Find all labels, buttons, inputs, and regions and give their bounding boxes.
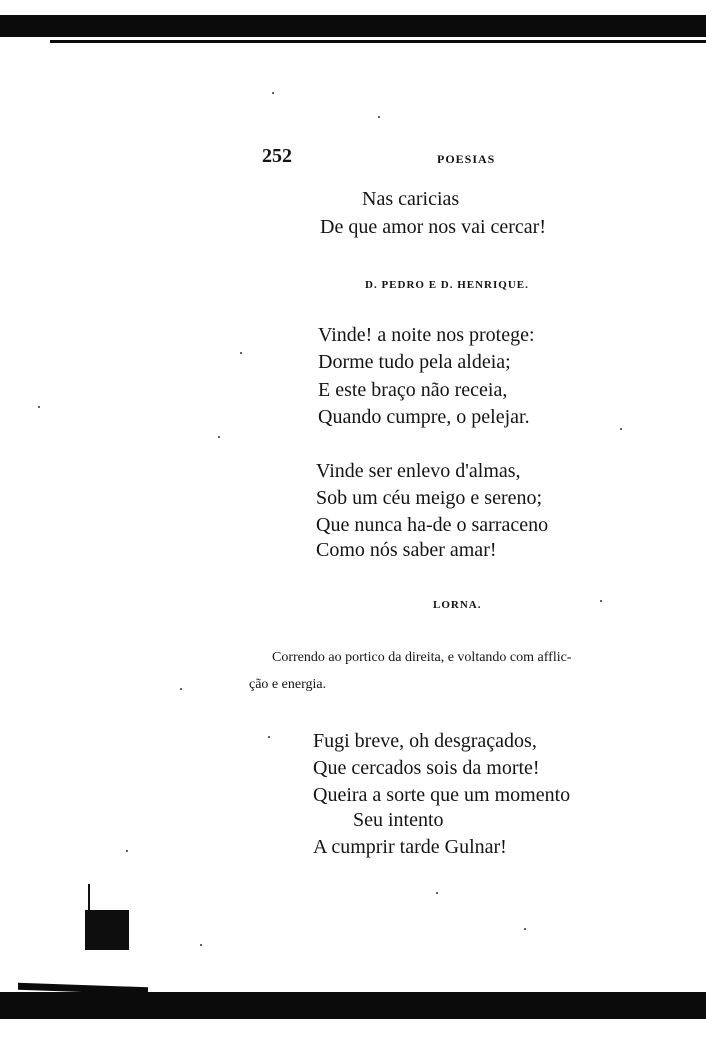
- verse-line: De que amor nos vai cercar!: [320, 216, 546, 238]
- verse-line: Vinde ser enlevo d'almas,: [316, 460, 521, 482]
- verse-line: E este braço não receia,: [318, 379, 508, 401]
- speck: [218, 436, 220, 438]
- speck: [378, 116, 380, 118]
- scan-artifact-line: [88, 884, 90, 912]
- verse-line: Vinde! a noite nos protege:: [318, 324, 535, 346]
- verse-line: Dorme tudo pela aldeia;: [318, 351, 511, 373]
- speaker-heading: LORNA.: [433, 599, 482, 611]
- stage-direction-line: ção e energia.: [249, 677, 327, 692]
- verse-line: A cumprir tarde Gulnar!: [313, 836, 507, 858]
- speck: [268, 736, 270, 738]
- verse-line: Que cercados sois da morte!: [313, 757, 540, 779]
- speck: [38, 406, 40, 408]
- page-number: 252: [262, 145, 292, 167]
- verse-line: Nas caricias: [362, 188, 460, 210]
- speck: [180, 688, 182, 690]
- verse-line: Quando cumpre, o pelejar.: [318, 406, 530, 428]
- scan-border-top: [0, 15, 706, 37]
- speck: [272, 92, 274, 94]
- scan-artifact-stamp: [85, 910, 129, 950]
- verse-line: Que nunca ha-de o sarraceno: [316, 514, 549, 536]
- verse-line: Seu intento: [353, 809, 444, 831]
- verse-line: Como nós saber amar!: [316, 539, 497, 561]
- speck: [200, 944, 202, 946]
- running-head: POESIAS: [437, 152, 496, 166]
- speaker-heading: D. PEDRO E D. HENRIQUE.: [365, 279, 529, 291]
- verse-line: Queira a sorte que um momento: [313, 784, 571, 806]
- speck: [524, 928, 526, 930]
- speck: [240, 352, 242, 354]
- scan-border-bottom: [0, 992, 706, 1019]
- speck: [600, 600, 602, 602]
- scan-border-top-thin: [50, 40, 706, 43]
- speck: [436, 892, 438, 894]
- verse-line: Sob um céu meigo e sereno;: [316, 487, 543, 509]
- speck: [126, 850, 128, 852]
- verse-line: Fugi breve, oh desgraçados,: [313, 730, 537, 752]
- stage-direction-line: Correndo ao portico da direita, e voltando com afflic-: [272, 650, 572, 665]
- speck: [620, 428, 622, 430]
